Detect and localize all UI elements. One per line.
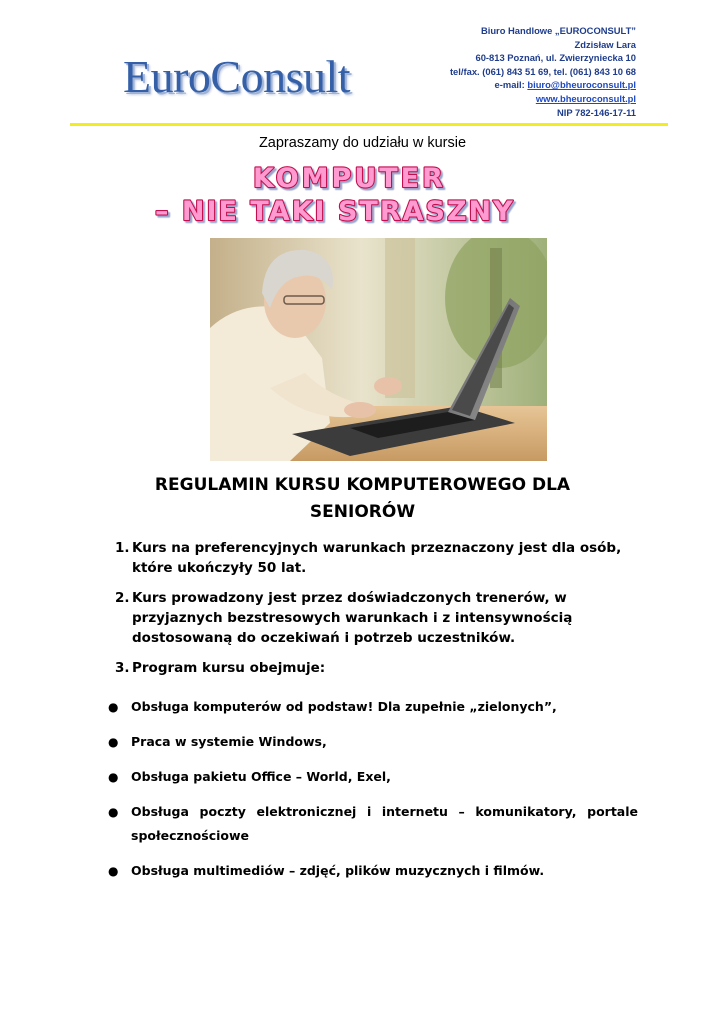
contact-block <box>450 24 636 119</box>
bullet-text: Obsługa multimediów – zdjęć, plików muzycznych i filmów. <box>131 863 545 878</box>
item-number: 2. <box>115 590 130 606</box>
list-item <box>108 695 638 719</box>
bullet-icon: ● <box>108 770 119 784</box>
item-line: które ukończyły 50 lat. <box>132 560 307 576</box>
website-line <box>450 92 636 106</box>
email-line <box>450 78 636 92</box>
regulations-heading <box>0 472 725 526</box>
list-item <box>108 859 638 883</box>
heading-line-2: SENIORÓW <box>309 502 416 522</box>
address: 60-813 Poznań, ul. Zwierzyniecka 10 <box>475 52 636 64</box>
item-line: przyjaznych bezstresowych warunkach i z intensywnością <box>132 610 573 626</box>
item-line: Kurs na preferencyjnych warunkach przeznaczony jest dla osób, <box>132 540 622 556</box>
item-line: Kurs prowadzony jest przez doświadczonych trenerów, w <box>132 590 567 606</box>
list-item <box>108 800 638 848</box>
heading-line-1: REGULAMIN KURSU KOMPUTEROWEGO DLA <box>154 475 571 495</box>
contact-person: Zdzisław Lara <box>574 38 636 50</box>
numbered-rules <box>115 538 635 688</box>
list-item <box>108 765 638 789</box>
bullet-icon: ● <box>108 805 119 819</box>
bullet-icon: ● <box>108 864 119 878</box>
company-name: Biuro Handlowe „EUROCONSULT” <box>480 25 636 36</box>
invite-text: Zapraszamy do udziału w kursie <box>258 135 467 151</box>
phone-numbers: tel/fax. (061) 843 51 69, tel. (061) 843 10 68 <box>449 65 636 77</box>
course-title-banner <box>150 160 630 230</box>
list-item <box>115 658 635 678</box>
item-line: Program kursu obejmuje: <box>132 660 326 676</box>
list-item <box>115 538 635 578</box>
list-item <box>115 588 635 648</box>
bullet-text: Praca w systemie Windows, <box>131 734 327 749</box>
bullet-text: Obsługa komputerów od podstaw! Dla zupełnie „zielonych”, <box>131 699 557 714</box>
item-number: 3. <box>115 660 130 676</box>
bullet-icon: ● <box>108 700 119 714</box>
header-divider <box>70 123 668 126</box>
banner-line-2: – NIE TAKI STRASZNY <box>155 196 515 227</box>
bullet-text: Obsługa poczty elektronicznej i internetu – komunikatory, portale społecznościowe <box>131 804 638 843</box>
list-item <box>108 730 638 754</box>
nip-number: NIP 782-146-17-11 <box>556 106 636 118</box>
bullet-icon: ● <box>108 735 119 749</box>
bullet-text: Obsługa pakietu Office – World, Exel, <box>131 769 391 784</box>
email-link[interactable]: biuro@bheuroconsult.pl <box>527 79 636 91</box>
website-link[interactable]: www.bheuroconsult.pl <box>535 92 636 104</box>
item-number: 1. <box>115 540 130 556</box>
senior-woman-laptop-photo <box>210 238 547 461</box>
item-line: dostosowaną do oczekiwań i potrzeb uczestników. <box>132 630 516 646</box>
banner-line-1: KOMPUTER <box>253 163 446 194</box>
program-bullets <box>108 695 638 894</box>
email-label: e-mail: <box>494 79 528 91</box>
euroconsult-logo: EuroConsult <box>123 51 351 102</box>
